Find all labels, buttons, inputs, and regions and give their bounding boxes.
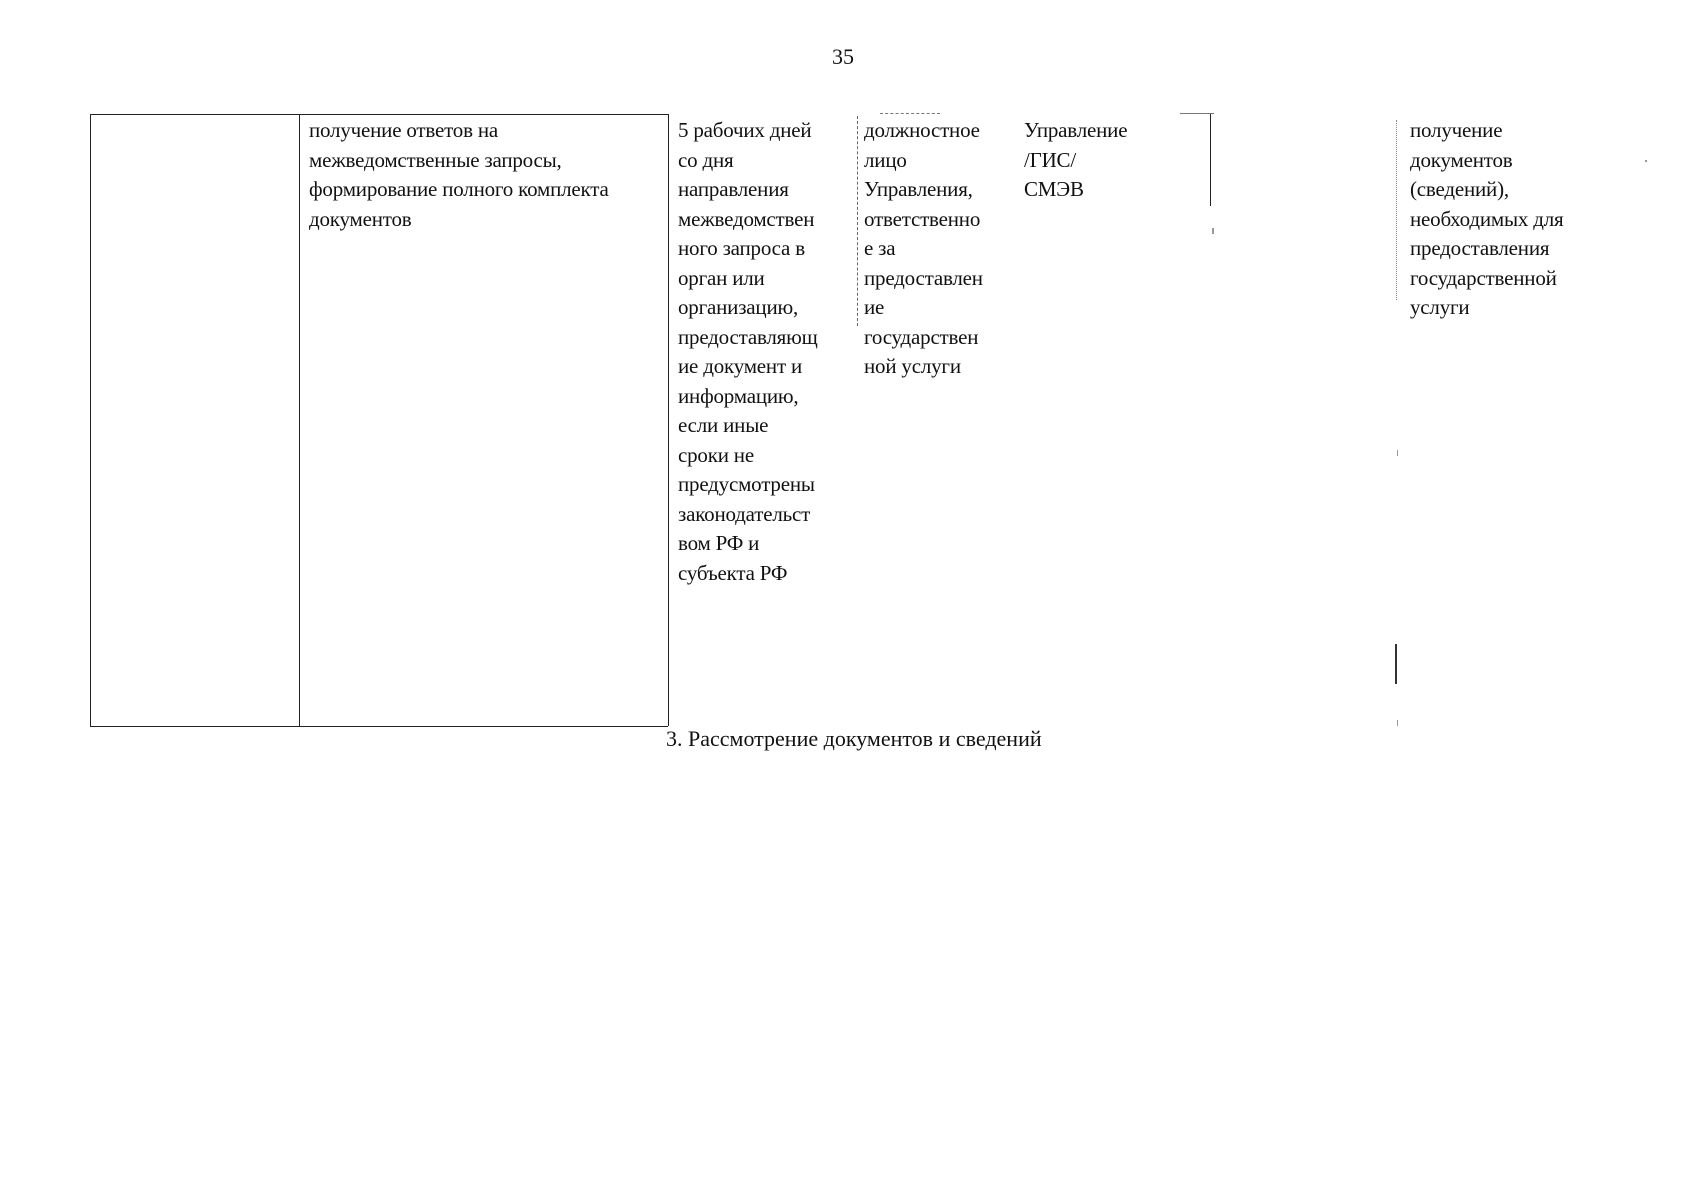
cell-deadline: 5 рабочих дней со дня направления межведомствен ного запроса в орган или организацию, предоставляющ ие документ и информацию, если иные сроки не предусмотрены законодательст вом РФ и субъекта РФ <box>678 118 818 585</box>
table-top-border-faint <box>880 113 940 114</box>
scan-speck-3 <box>1397 450 1398 456</box>
col-divider-4 <box>1210 114 1211 206</box>
table-bottom-border <box>90 726 668 727</box>
cell-place-of-execution: Управление /ГИС/ СМЭВ <box>1024 118 1128 201</box>
cell-responsible-official: должностное лицо Управления, ответственно е за предоставлен ие государствен ной услуги <box>864 118 983 378</box>
table-top-border <box>90 114 668 115</box>
scan-speck <box>1645 160 1647 162</box>
table-left-border <box>90 114 91 726</box>
page-number: 35 <box>832 44 854 69</box>
cell-procedure-step: получение ответов на межведомственные запросы, формирование полного комплекта документов <box>309 118 609 231</box>
scan-speck-2 <box>1212 228 1214 234</box>
col-divider-5 <box>1396 120 1397 300</box>
table-top-border-faint-2 <box>1180 113 1214 114</box>
cell-result: получение документов (сведений), необходимых для предоставления государственной услуги <box>1410 118 1564 319</box>
col-divider-5-mark <box>1395 644 1397 684</box>
col-divider-3 <box>857 116 858 326</box>
section-caption: 3. Рассмотрение документов и сведений <box>666 726 1042 751</box>
col-divider-1 <box>299 114 300 726</box>
scan-speck-4 <box>1397 720 1398 726</box>
